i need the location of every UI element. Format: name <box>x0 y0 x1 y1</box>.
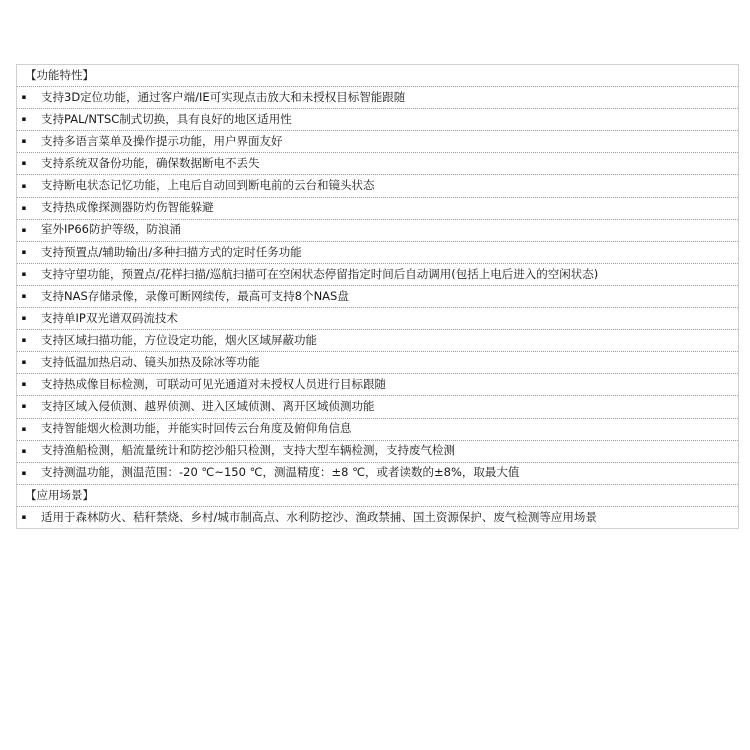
list-item <box>17 507 738 529</box>
bullet-icon: ▪ <box>21 314 27 323</box>
section-header-features <box>17 65 738 87</box>
bullet-icon: ▪ <box>21 93 27 102</box>
list-item-text: 支持热成像探测器防灼伤智能躲避 <box>41 200 214 215</box>
list-item <box>17 87 738 109</box>
list-item-text: 支持单IP双光谱双码流技术 <box>41 310 178 325</box>
list-item-text: 支持守望功能，预置点/花样扫描/巡航扫描可在空闲状态停留指定时间后自动调用(包括上电后进入的空闲状态) <box>41 266 599 281</box>
list-item-text: 支持渔船检测，船流量统计和防挖沙船只检测，支持大型车辆检测，支持废气检测 <box>41 443 455 458</box>
list-item <box>17 109 738 131</box>
list-item <box>17 153 738 175</box>
list-item <box>17 330 738 352</box>
bullet-icon: ▪ <box>21 512 27 521</box>
bullet-icon: ▪ <box>21 203 27 212</box>
list-item <box>17 396 738 418</box>
bullet-icon: ▪ <box>21 424 27 433</box>
list-item <box>17 463 738 485</box>
bullet-icon: ▪ <box>21 358 27 367</box>
list-item <box>17 175 738 197</box>
bullet-icon: ▪ <box>21 402 27 411</box>
list-item-text: 支持测温功能，测温范围：-20 ℃~150 ℃，测温精度：±8 ℃，或者读数的±8%，取最大值 <box>41 465 520 480</box>
list-item-text: 支持PAL/NTSC制式切换，具有良好的地区适用性 <box>41 111 292 126</box>
bullet-icon: ▪ <box>21 291 27 300</box>
spec-table <box>16 64 739 529</box>
list-item-text: 支持预置点/辅助输出/多种扫描方式的定时任务功能 <box>41 244 302 259</box>
list-item-text: 支持热成像目标检测，可联动可见光通道对未授权人员进行目标跟随 <box>41 377 386 392</box>
list-item-text: 支持系统双备份功能，确保数据断电不丢失 <box>41 156 260 171</box>
list-item <box>17 374 738 396</box>
list-item-text: 室外IP66防护等级，防浪涌 <box>41 222 181 237</box>
list-item <box>17 352 738 374</box>
list-item-text: 支持多语言菜单及操作提示功能，用户界面友好 <box>41 134 283 149</box>
bullet-icon: ▪ <box>21 159 27 168</box>
list-item-text: 支持3D定位功能，通过客户端/IE可实现点击放大和未授权目标智能跟随 <box>41 89 406 104</box>
bullet-icon: ▪ <box>21 380 27 389</box>
list-item <box>17 131 738 153</box>
list-item-text: 支持低温加热启动、镜头加热及除冰等功能 <box>41 355 260 370</box>
section-header-applications <box>17 485 738 507</box>
list-item-text: 支持断电状态记忆功能，上电后自动回到断电前的云台和镜头状态 <box>41 178 375 193</box>
list-item <box>17 264 738 286</box>
list-item <box>17 220 738 242</box>
bullet-icon: ▪ <box>21 115 27 124</box>
list-item-text: 适用于森林防火、秸秆禁烧、乡村/城市制高点、水利防挖沙、渔政禁捕、国土资源保护、废气检测等应用场景 <box>41 509 597 524</box>
list-item <box>17 242 738 264</box>
bullet-icon: ▪ <box>21 137 27 146</box>
list-item <box>17 419 738 441</box>
list-item-text: 支持智能烟火检测功能，并能实时回传云台角度及俯仰角信息 <box>41 421 352 436</box>
list-item <box>17 308 738 330</box>
bullet-icon: ▪ <box>21 181 27 190</box>
bullet-icon: ▪ <box>21 468 27 477</box>
bullet-icon: ▪ <box>21 269 27 278</box>
list-item <box>17 286 738 308</box>
bullet-icon: ▪ <box>21 225 27 234</box>
list-item-text: 支持区域扫描功能，方位设定功能，烟火区域屏蔽功能 <box>41 332 317 347</box>
list-item <box>17 441 738 463</box>
list-item-text: 支持NAS存储录像，录像可断网续传，最高可支持8个NAS盘 <box>41 288 349 303</box>
bullet-icon: ▪ <box>21 446 27 455</box>
list-item <box>17 198 738 220</box>
list-item-text: 支持区域入侵侦测、越界侦测、进入区域侦测、离开区域侦测功能 <box>41 399 375 414</box>
bullet-icon: ▪ <box>21 247 27 256</box>
section-title: 【应用场景】 <box>25 487 94 502</box>
section-title: 【功能特性】 <box>25 67 94 82</box>
bullet-icon: ▪ <box>21 336 27 345</box>
